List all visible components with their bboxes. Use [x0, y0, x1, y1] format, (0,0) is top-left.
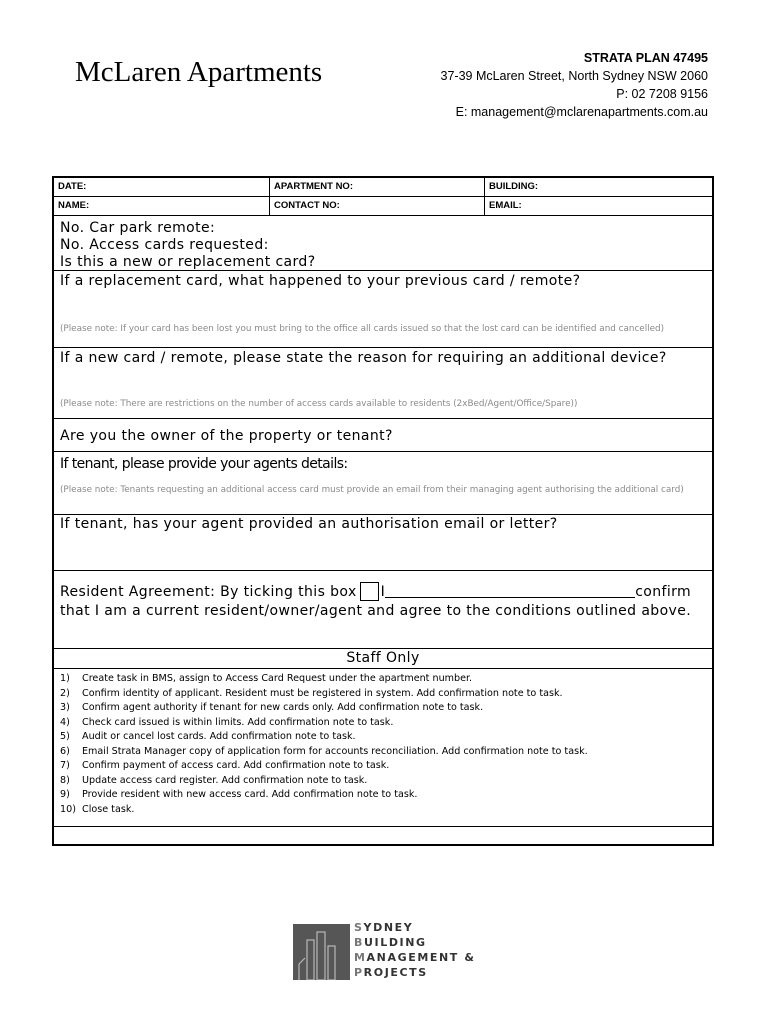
list-item: 7) Confirm payment of access card. Add confirmation note to task.	[60, 760, 390, 771]
agreement-i: I	[380, 584, 386, 600]
logo-line-1: SYDNEY	[354, 921, 414, 934]
logo-line-2: BUILDING	[354, 936, 427, 949]
resident-agreement-section	[54, 571, 712, 649]
replacement-note: (Please note: If your card has been lost you must bring to the office all cards issued so that the lost card can be identified and cancelled)	[60, 324, 665, 334]
city-buildings-icon	[293, 924, 350, 980]
strata-plan: STRATA PLAN 47495	[583, 51, 708, 65]
tenant-agent-section[interactable]	[54, 452, 712, 515]
list-item: 9) Provide resident with new access card. Add confirmation note to task.	[60, 789, 418, 800]
address: 37-39 McLaren Street, North Sydney NSW 2060	[440, 69, 708, 83]
owner-tenant-question: Are you the owner of the property or tenant?	[60, 428, 393, 444]
authorisation-question: If tenant, has your agent provided an authorisation email or letter?	[60, 516, 558, 532]
replacement-section[interactable]	[54, 271, 712, 348]
cards-requested-section[interactable]	[54, 216, 712, 271]
list-item: 2) Confirm identity of applicant. Resident must be registered in system. Add confirmation note to task.	[60, 687, 563, 699]
form-header-row-1	[54, 178, 712, 197]
new-card-note: (Please note: There are restrictions on the number of access cards available to residents (2xBed/Agent/Office/Spare))	[60, 399, 578, 409]
staff-blank-row	[54, 827, 712, 844]
tenant-note: (Please note: Tenants requesting an additional access card must provide an email from their managing agent authorising the additional card)	[60, 485, 684, 495]
name-field[interactable]: NAME:	[54, 197, 270, 215]
access-cards-question: No. Access cards requested:	[60, 237, 269, 253]
new-card-section[interactable]	[54, 348, 712, 419]
list-item: 10) Close task.	[60, 803, 135, 815]
tenant-agent-question: If tenant, please provide your agents details:	[60, 456, 348, 472]
apartment-no-field[interactable]: APARTMENT NO:	[270, 178, 485, 196]
car-park-remote-question: No. Car park remote:	[60, 220, 216, 236]
agreement-prefix: Resident Agreement: By ticking this box	[60, 584, 357, 600]
logo-line-3: MANAGEMENT &	[354, 951, 476, 964]
phone: P: 02 7208 9156	[616, 87, 708, 101]
agreement-confirm: confirm	[635, 584, 692, 600]
staff-task-list	[54, 669, 712, 827]
resident-agreement	[60, 571, 706, 621]
company-logo	[293, 920, 493, 982]
contact-no-field[interactable]: CONTACT NO:	[270, 197, 485, 215]
signature-line[interactable]	[385, 583, 635, 598]
contact-block	[441, 49, 709, 121]
authorisation-section[interactable]	[54, 515, 712, 571]
date-field[interactable]: DATE:	[54, 178, 270, 196]
list-item: 5) Audit or cancel lost cards. Add confirmation note to task.	[60, 731, 356, 742]
form-header-row-2	[54, 197, 712, 216]
list-item: 3) Confirm agent authority if tenant for new cards only. Add confirmation note to task.	[60, 702, 484, 713]
new-card-question: If a new card / remote, please state the reason for requiring an additional device?	[60, 350, 667, 366]
agreement-checkbox[interactable]	[360, 582, 379, 601]
list-item: 4) Check card issued is within limits. Add confirmation note to task.	[60, 716, 394, 728]
agreement-text: that I am a current resident/owner/agent and agree to the conditions outlined above.	[60, 603, 692, 619]
list-item: 1) Create task in BMS, assign to Access Card Request under the apartment number.	[60, 673, 473, 684]
list-item: 8) Update access card register. Add confirmation note to task.	[60, 774, 368, 786]
logo-text	[354, 920, 476, 980]
page-title: McLaren Apartments	[75, 56, 323, 88]
list-item: 6) Email Strata Manager copy of application form for accounts reconciliation. Add confirmation note to task.	[60, 745, 588, 757]
staff-only-title: Staff Only	[54, 649, 712, 669]
owner-tenant-section[interactable]	[54, 419, 712, 452]
replacement-question: If a replacement card, what happened to your previous card / remote?	[60, 273, 581, 289]
email-address: E: management@mclarenapartments.com.au	[455, 105, 708, 119]
logo-line-4: PROJECTS	[354, 966, 428, 979]
new-or-replacement-question: Is this a new or replacement card?	[60, 254, 316, 270]
email-field[interactable]: EMAIL:	[489, 200, 522, 211]
access-card-form	[52, 176, 714, 846]
building-field[interactable]: BUILDING:	[489, 181, 539, 192]
